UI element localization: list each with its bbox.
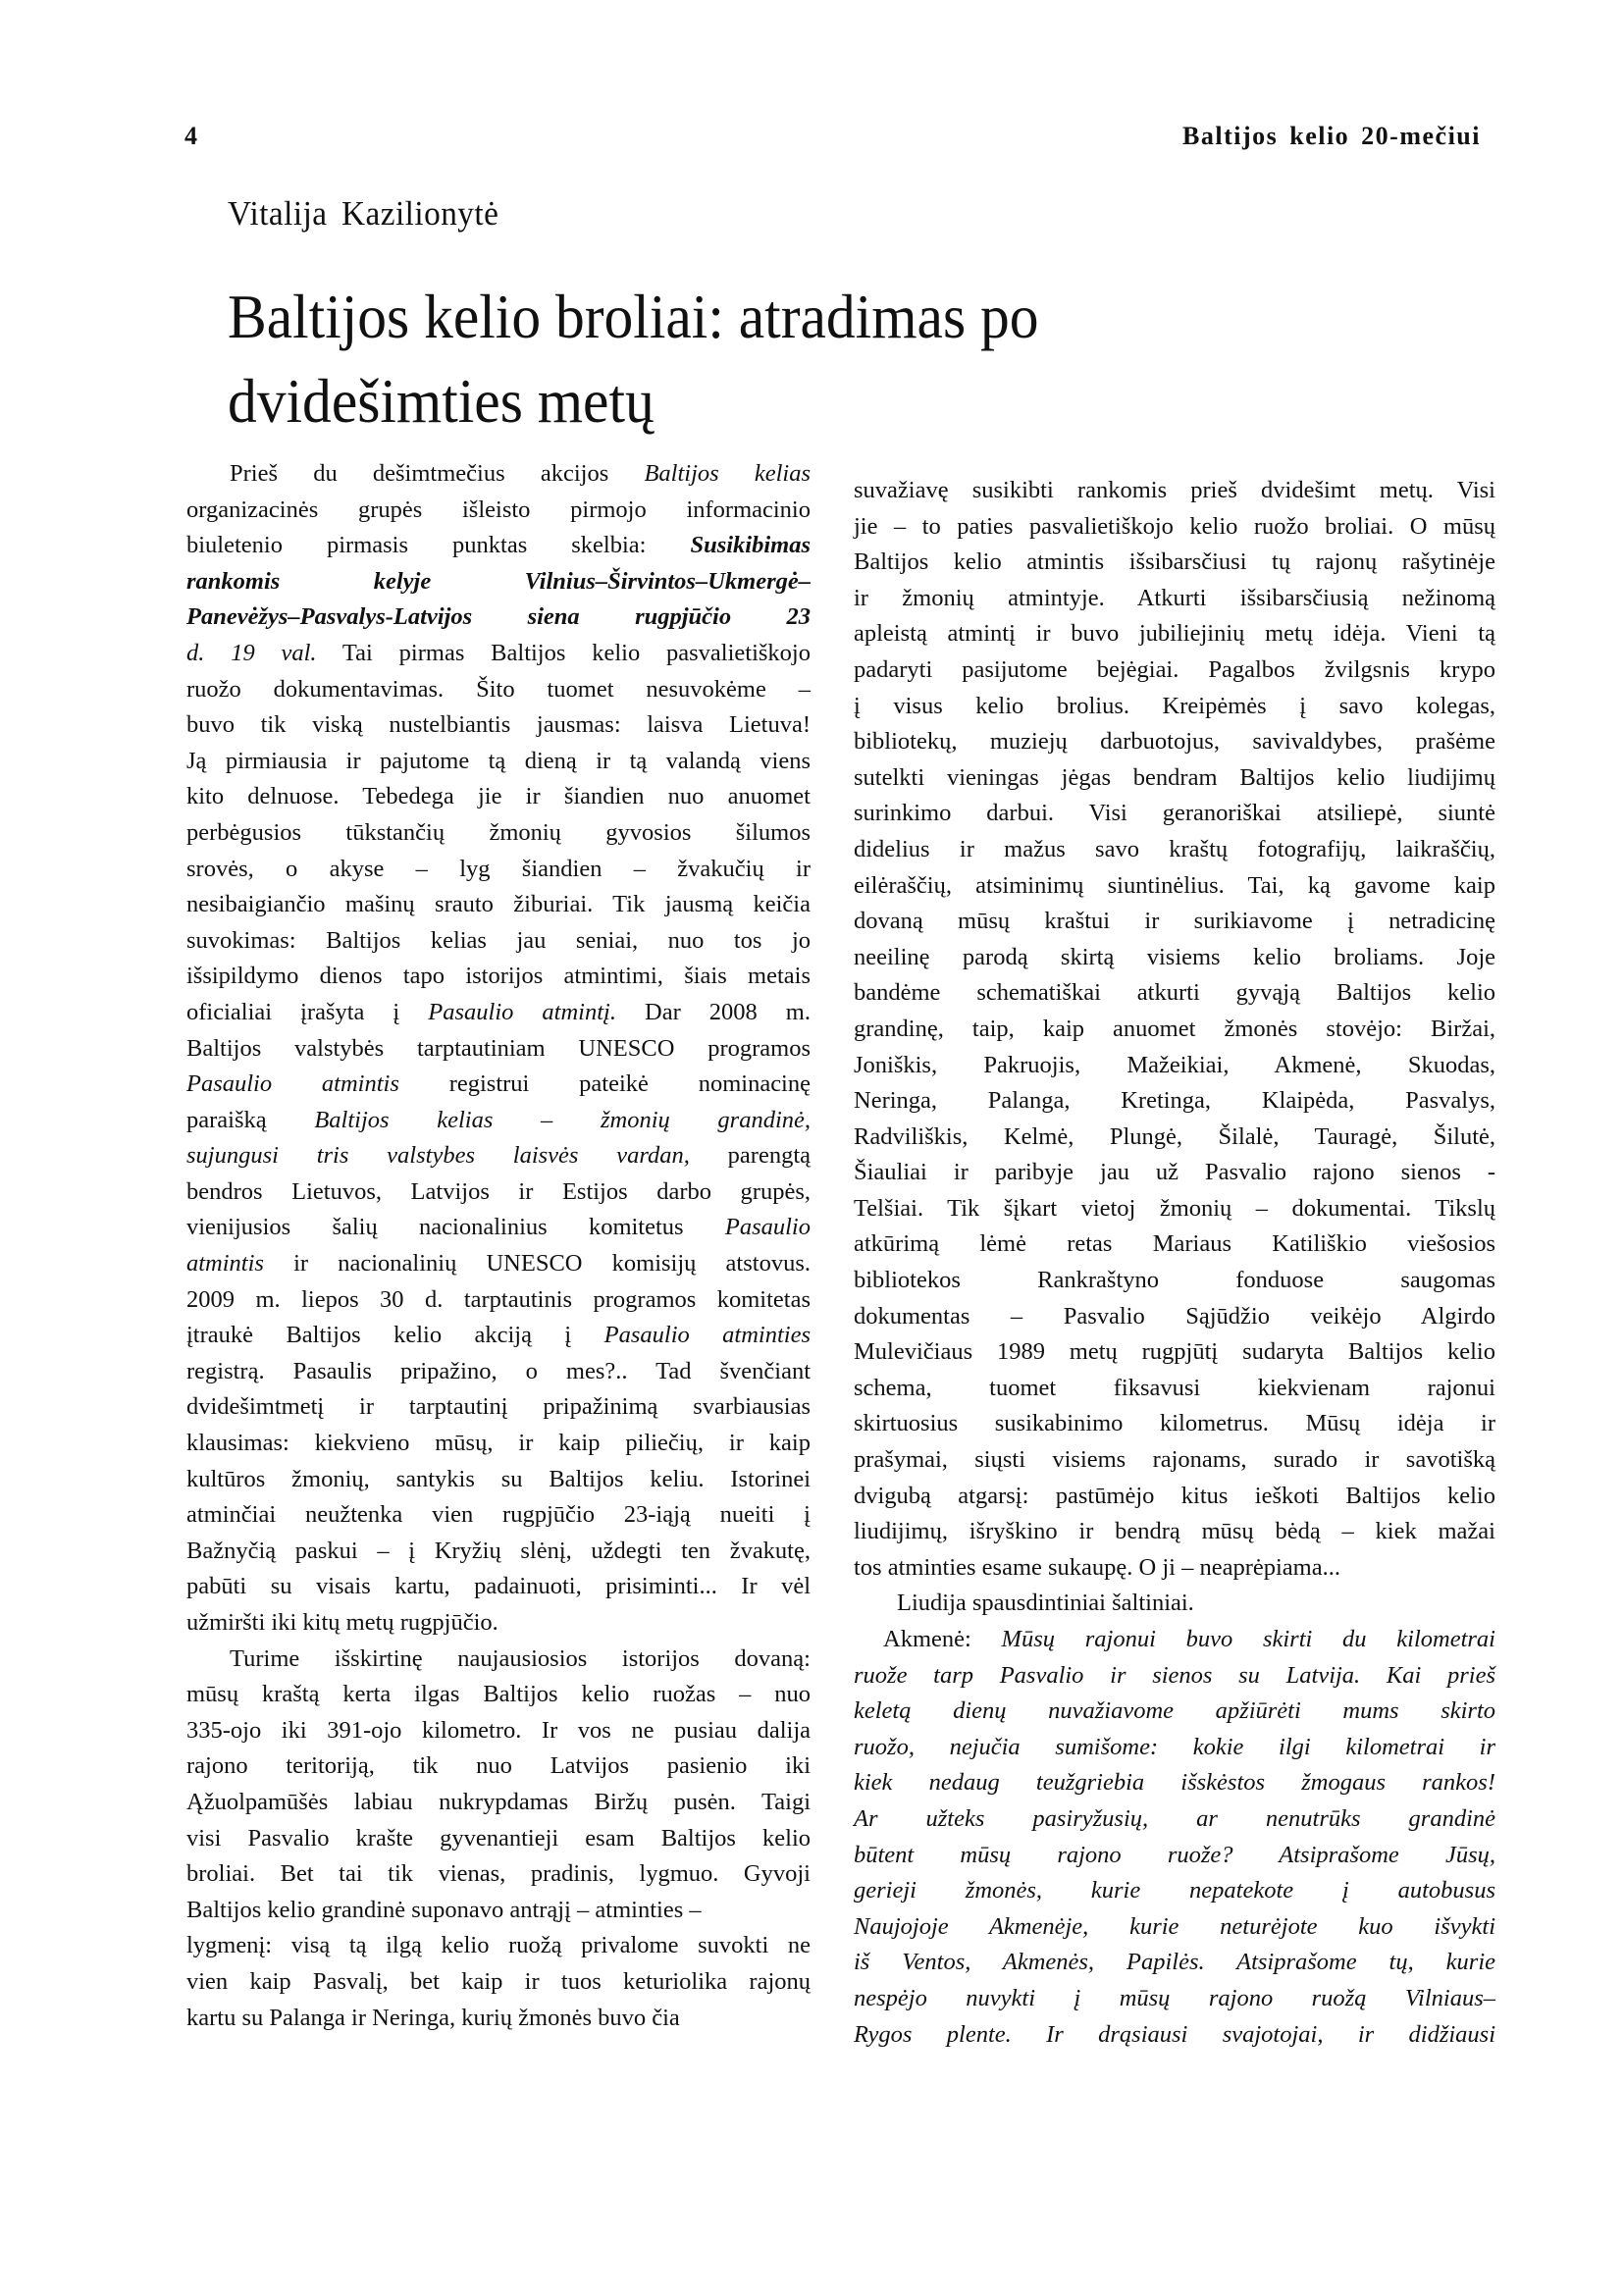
body-text: bandėme schematiškai atkurti gyvąją Baltijos kelio (854, 979, 1495, 1007)
body-text: surinkimo darbui. Visi geranoriškai atsiliepė, siuntė (854, 800, 1495, 827)
text-line (186, 1748, 811, 1785)
body-text: Prieš du dešimtmečius akcijos (230, 460, 645, 487)
text-line (186, 493, 811, 529)
text-line (854, 1263, 1495, 1299)
body-text: Baltijos kelio grandinė suponavo antrąjį – atminties – (186, 1896, 702, 1923)
text-line (186, 1928, 811, 1964)
emphasis-text: iš Ventos, Akmenės, Papilės. Atsiprašome tų, kurie (854, 1949, 1495, 1976)
body-text: suvokimas: Baltijos kelias jau seniai, nuo tos jo (186, 926, 811, 954)
text-line (186, 1569, 811, 1605)
text-line (854, 1801, 1495, 1838)
text-line (186, 1605, 811, 1642)
text-line (854, 796, 1495, 832)
text-line (854, 1694, 1495, 1730)
emphasis-text: Pasaulio atminties (603, 1322, 812, 1349)
body-text: dokumentas – Pasvalio Sąjūdžio veikėjo Algirdo (854, 1302, 1495, 1330)
body-text: išsipildymo dienos tapo istorijos atmintimi, šiais metais (186, 963, 811, 990)
text-line (854, 689, 1495, 725)
body-text: dvidešimtmetį ir tarptautinį pripažinimą svarbiausias (186, 1393, 811, 1421)
body-text: perbėgusios tūkstančių žmonių gyvosios šilumos (186, 818, 811, 846)
body-text: klausimas: kiekvieno mūsų, ir kaip piliečių, ir kaip (186, 1430, 811, 1457)
text-line (854, 1945, 1495, 1981)
text-line (854, 1083, 1495, 1120)
article-title (228, 275, 1323, 443)
body-text: liudijimų, išryškino ir bendrą mūsų bėdą – kiek mažai (854, 1518, 1495, 1545)
body-text: Telšiai. Tik šįkart vietoj žmonių – dokumentai. Tikslų (854, 1194, 1495, 1222)
body-text: atminčiai neužtenka vien rugpjūčio 23-iąją nueiti į (186, 1501, 811, 1529)
text-line (186, 1785, 811, 1821)
text-line (186, 1534, 811, 1570)
body-text: prašymai, siųsti visiems rajonams, surado ir savotišką (854, 1446, 1495, 1474)
body-text: suvažiavę susikibti rankomis prieš dvidešimt metų. Visi (854, 477, 1495, 503)
body-text: nesibaigiančio mašinų srauto žiburiai. Tik jausmą keičia (186, 891, 811, 918)
emphasis-text: Ar užteks pasiryžusių, ar nenutrūks grandinė (854, 1804, 1495, 1832)
emphasis-text: keletą dienų nuvažiavome apžiūrėti mums skirto (854, 1697, 1495, 1725)
text-line (854, 760, 1495, 797)
text-line (854, 1120, 1495, 1156)
text-line (854, 1765, 1495, 1801)
body-text: vienijusios šalių nacionalinius komitetus (186, 1214, 725, 1241)
text-line (854, 1909, 1495, 1946)
text-line (854, 1838, 1495, 1874)
text-line (854, 1442, 1495, 1479)
text-line (854, 1622, 1495, 1658)
text-line (186, 1174, 811, 1211)
body-text: skirtuosius susikabinimo kilometrus. Mūsų idėja ir (854, 1410, 1495, 1437)
text-line (186, 1246, 811, 1282)
body-text: 335-ojo iki 391-ojo kilometro. Ir vos ne pusiau dalija (186, 1716, 811, 1744)
text-line (186, 1677, 811, 1713)
text-line (186, 1103, 811, 1139)
text-line (186, 636, 811, 672)
emphasis-text: Pasaulio (724, 1214, 811, 1241)
body-text: atkūrimą lėmė retas Mariaus Katiliškio viešosios (854, 1230, 1495, 1258)
body-text: Radviliškis, Kelmė, Plungė, Šilalė, Tauragė, Šilutė, (854, 1122, 1495, 1150)
text-line (186, 959, 811, 995)
body-text: Akmenė: (883, 1626, 1002, 1652)
body-text: neeilinę parodą skirtą visiems kelio broliams. Joje (854, 943, 1495, 970)
body-text: parengtą (689, 1142, 811, 1170)
text-line (854, 904, 1495, 940)
body-text: Ją pirmiausia ir pajutome tą dieną ir tą valandą viens (186, 747, 811, 774)
body-text: kultūros žmonių, santykis su Baltijos keliu. Istorinei (186, 1465, 811, 1492)
text-line (186, 1856, 811, 1893)
text-line (854, 1514, 1495, 1550)
text-line (854, 545, 1495, 581)
body-text: ruožo dokumentavimas. Šito tuomet nesuvokėme – (186, 675, 811, 703)
text-line (186, 1462, 811, 1498)
text-line (186, 1389, 811, 1426)
text-line (186, 1138, 811, 1174)
text-line (186, 815, 811, 852)
body-text: lygmenį: visą tą ilgą kelio ruožą privalome suvokti ne (186, 1932, 811, 1959)
text-line (854, 1873, 1495, 1909)
text-line (186, 1354, 811, 1390)
text-line (186, 1210, 811, 1246)
text-line (854, 724, 1495, 760)
emphasis-text: būtent mūsų rajono ruože? Atsiprašome Jūsų, (854, 1841, 1495, 1868)
emphasis-text: d. 19 val. (186, 639, 317, 666)
text-line (186, 2001, 811, 2037)
emphasis-text: Pasaulio atmintį. (428, 998, 616, 1025)
text-line (186, 456, 811, 493)
page-number: 4 (184, 122, 197, 150)
body-text: Dar 2008 m. (615, 998, 811, 1025)
body-text: didelius ir mažus savo kraštų fotografijų, laikraščių, (854, 835, 1495, 862)
text-line (186, 1893, 811, 1929)
body-text: užmiršti iki kitų metų rugpjūčio. (186, 1609, 498, 1636)
text-line (854, 1406, 1495, 1442)
body-text: Baltijos kelio atmintis išsibarsčiusi tų rajonų rašytinėje (854, 548, 1495, 576)
emphasis-text: ruožo, nejučia sumišome: kokie ilgi kilometrai ir (854, 1733, 1495, 1760)
body-text: srovės, o akyse – lyg šiandien – žvakučių ir (186, 855, 811, 882)
body-text: registrui pateikė nominacinę (398, 1070, 811, 1098)
text-line (186, 707, 811, 744)
text-line (854, 1479, 1495, 1515)
text-line (854, 2017, 1495, 2054)
body-text: eilėraščių, atsiminimų siuntinėlius. Tai, ką gavome kaip (854, 871, 1495, 899)
text-line (854, 1586, 1495, 1622)
body-text: Neringa, Palanga, Kretinga, Klaipėda, Pasvalys, (854, 1087, 1495, 1115)
emphasis-text: sujungusi tris valstybes laisvės vardan, (186, 1142, 690, 1170)
text-line (186, 995, 811, 1031)
text-line (854, 1981, 1495, 2017)
body-text: registrą. Pasaulis pripažino, o mes?.. Tad švenčiant (186, 1357, 811, 1384)
body-text: bibliotekos Rankraštyno fonduose saugomas (854, 1267, 1495, 1294)
text-line (186, 1964, 811, 2001)
text-line (854, 652, 1495, 689)
text-line (854, 1191, 1495, 1227)
text-line (854, 581, 1495, 617)
emphasis-text: Rygos plente. Ir drąsiausi svajotojai, ir didžiausi (854, 2020, 1495, 2048)
body-text: apleistą atmintį ir buvo jubiliejinių metų idėja. Vieni tą (854, 620, 1495, 648)
running-head: Baltijos kelio 20-mečiui (1182, 122, 1481, 150)
body-text: vien kaip Pasvalį, bet kaip ir tuos keturiolika rajonų (186, 1967, 811, 1995)
text-line (854, 1155, 1495, 1191)
emphasis-text: Baltijos kelias – žmonių grandinė, (314, 1106, 812, 1133)
text-line (854, 1226, 1495, 1263)
text-line (186, 1821, 811, 1857)
body-text: į visus kelio brolius. Kreipėmės į savo kolegas, (854, 692, 1495, 719)
body-text: Liudija spausdintiniai šaltiniai. (897, 1590, 1194, 1617)
body-text: kartu su Palanga ir Neringa, kurių žmonės buvo čia (186, 2004, 680, 2031)
text-line (854, 1658, 1495, 1695)
body-text: tos atminties esame sukaupę. O ji – neaprėpiama... (854, 1553, 1340, 1581)
body-text: ir žmonių atmintyje. Atkurti išsibarsčiusią nežinomą (854, 584, 1495, 611)
emphasis-text: Susikibimas (690, 532, 811, 559)
emphasis-text: atmintis (186, 1250, 264, 1278)
body-text: biuletenio pirmasis punktas skelbia: (186, 532, 691, 559)
text-line (854, 1299, 1495, 1335)
emphasis-text: Pasaulio atmintis (186, 1070, 399, 1098)
emphasis-text: Mūsų rajonui buvo skirti du kilometrai (1001, 1626, 1495, 1652)
text-line (854, 975, 1495, 1012)
text-line (186, 1497, 811, 1534)
body-text: oficialiai įrašyta į (186, 998, 429, 1025)
body-text: padaryti pasijutome bejėgiai. Pagalbos žvilgsnis krypo (854, 655, 1495, 683)
text-line (854, 832, 1495, 868)
body-text: buvo tik viską nustelbiantis jausmas: laisva Lietuva! (186, 711, 811, 739)
text-line (854, 1371, 1495, 1407)
body-text: dovaną mūsų kraštui ir surikiavome į netradicinę (854, 908, 1495, 935)
emphasis-text: kiek nedaug teužgriebia išskėstos žmogaus rankos! (854, 1769, 1495, 1797)
body-text: organizacinės grupės išleisto pirmojo informacinio (186, 496, 811, 523)
body-text: Turime išskirtinę naujausiosios istorijos dovaną: (230, 1644, 811, 1672)
text-line (854, 868, 1495, 905)
text-line (186, 1031, 811, 1068)
body-text: Tai pirmas Baltijos kelio pasvalietiškojo (316, 639, 811, 666)
text-line (186, 1318, 811, 1354)
text-line (854, 616, 1495, 652)
text-line (186, 852, 811, 888)
emphasis-text: rankomis kelyje Vilnius–Širvintos–Ukmergė– (186, 567, 811, 595)
body-text: jie – to paties pasvalietiškojo kelio ruožo broliai. O mūsų (854, 512, 1495, 540)
text-line (854, 1048, 1495, 1084)
text-line (186, 1426, 811, 1462)
text-line (186, 1713, 811, 1749)
body-text: Šiauliai ir paribyje jau už Pasvalio rajono sienos - (854, 1159, 1495, 1186)
emphasis-text: Naujojoje Akmenėje, kurie neturėjote kuo išvykti (854, 1912, 1495, 1940)
body-text: Baltijos valstybės tarptautiniam UNESCO programos (186, 1034, 811, 1062)
body-text: kito delnuose. Tebedega jie ir šiandien nuo anuomet (186, 783, 811, 810)
emphasis-text: Panevėžys–Pasvalys-Latvijos siena rugpjūčio 23 (186, 603, 811, 631)
text-line (854, 1334, 1495, 1371)
left-column (186, 456, 811, 2036)
text-line (854, 509, 1495, 546)
right-column (854, 473, 1495, 2053)
text-line (186, 887, 811, 923)
body-text: Joniškis, Pakruojis, Mažeikiai, Akmenė, Skuodas, (854, 1051, 1495, 1078)
body-text: mūsų kraštą kerta ilgas Baltijos kelio ruožas – nuo (186, 1681, 811, 1708)
text-line (186, 528, 811, 564)
text-line (186, 1067, 811, 1103)
emphasis-text: nespėjo nuvykti į mūsų rajono ruožą Vilniaus– (854, 1984, 1495, 2011)
body-text: Ąžuolpamūšės labiau nukrypdamas Biržų pusėn. Taigi (186, 1788, 811, 1815)
body-text: broliai. Bet tai tik vienas, pradinis, lygmuo. Gyvoji (186, 1860, 811, 1888)
text-line (854, 940, 1495, 976)
text-line (186, 564, 811, 600)
body-text: sutelkti vieningas jėgas bendram Baltijos kelio liudijimų (854, 763, 1495, 791)
text-line (854, 1730, 1495, 1766)
body-text: bibliotekų, muziejų darbuotojus, savivaldybes, prašėme (854, 728, 1495, 756)
body-text: dvigubą atgarsį: pastūmėjo kitus ieškoti Baltijos kelio (854, 1482, 1495, 1509)
body-text: Mulevičiaus 1989 metų rugpjūtį sudaryta Baltijos kelio (854, 1338, 1495, 1366)
title-line: dvidešimties metų (228, 366, 655, 436)
article-author: Vitalija Kazilionytė (228, 194, 499, 233)
emphasis-text: gerieji žmonės, kurie nepatekote į autobusus (854, 1877, 1495, 1904)
text-line (854, 1550, 1495, 1587)
text-line (186, 779, 811, 815)
text-line (186, 744, 811, 780)
body-text: bendros Lietuvos, Latvijos ir Estijos darbo grupės, (186, 1177, 811, 1205)
body-text: paraišką (186, 1106, 315, 1133)
text-line (186, 923, 811, 960)
text-line (186, 1282, 811, 1319)
body-text: 2009 m. liepos 30 d. tarptautinis programos komitetas (186, 1285, 811, 1313)
body-text: pabūti su visais kartu, padainuoti, prisiminti... Ir vėl (186, 1573, 811, 1600)
text-line (186, 600, 811, 636)
body-text: Bažnyčią paskui – į Kryžių slėnį, uždegti ten žvakutę, (186, 1537, 811, 1564)
body-text: visi Pasvalio krašte gyvenantieji esam Baltijos kelio (186, 1824, 811, 1852)
body-text: rajono teritoriją, tik nuo Latvijos pasienio iki (186, 1752, 811, 1780)
body-text: grandinę, taip, kaip anuomet žmonės stovėjo: Biržai, (854, 1015, 1495, 1042)
title-line: Baltijos kelio broliai: atradimas po (228, 282, 1039, 351)
body-text: įtraukė Baltijos kelio akciją į (186, 1322, 604, 1349)
text-line (854, 1012, 1495, 1048)
text-line (186, 672, 811, 708)
emphasis-text: Baltijos kelias (644, 460, 812, 487)
body-text: ir nacionalinių UNESCO komisijų atstovus. (263, 1250, 811, 1278)
emphasis-text: ruože tarp Pasvalio ir sienos su Latvija. Kai prieš (854, 1661, 1495, 1689)
body-text: schema, tuomet fiksavusi kiekvienam rajonui (854, 1374, 1495, 1401)
text-line (186, 1642, 811, 1678)
text-line (854, 473, 1495, 509)
